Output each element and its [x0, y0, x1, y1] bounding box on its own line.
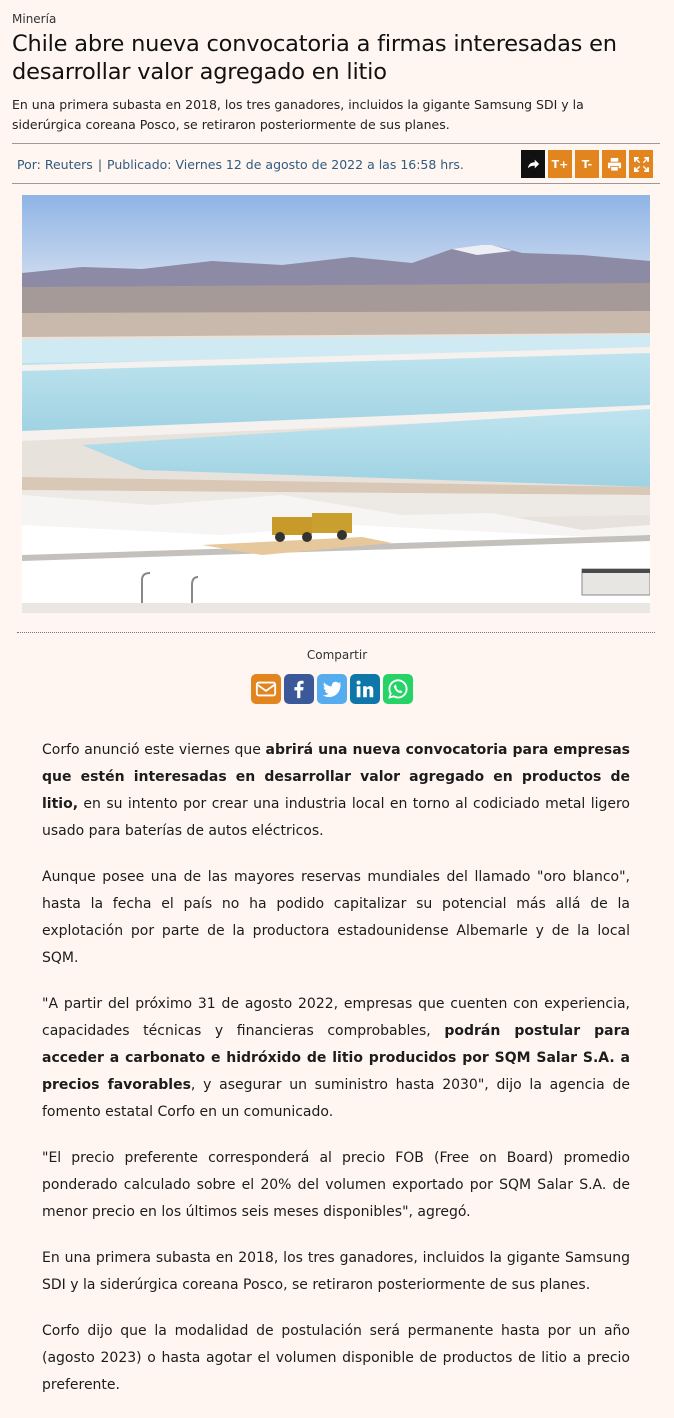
- article-lead: En una primera subasta en 2018, los tres ganadores, incluidos la gigante Samsung SDI y la siderúrgica coreana Posco, se retiraron posteriormente de sus planes.: [12, 97, 584, 132]
- body-text: , y asegurar un suministro hasta 2030", dijo la agencia de fomento estatal Corfo en un comunicado.: [42, 1077, 630, 1120]
- body-bold-text: abrirá una nueva convocatoria para empresas que estén interesadas en desarrollar valor agregado en productos de litio,: [42, 742, 630, 812]
- article-photo: [22, 195, 650, 613]
- expand-icon: [634, 157, 649, 172]
- body-text: en su intento por crear una industria local en torno al codiciado metal ligero usado para baterías de autos eléctricos.: [42, 796, 630, 839]
- section-label[interactable]: Minería: [12, 12, 57, 26]
- share-bar: [251, 674, 413, 704]
- fullscreen-button[interactable]: [629, 150, 653, 178]
- body-paragraph-1: [42, 737, 630, 845]
- divider-byline: [12, 183, 660, 184]
- share-arrow-button[interactable]: [521, 150, 545, 178]
- body-text: Corfo anunció este viernes que: [42, 742, 266, 758]
- article-headline: Chile abre nueva convocatoria a firmas interesadas en desarrollar valor agregado en litio: [12, 31, 617, 85]
- byline: [17, 157, 464, 172]
- divider-dotted: [17, 632, 655, 633]
- byline-separator: |: [97, 157, 103, 172]
- linkedin-icon: [354, 678, 376, 700]
- body-paragraph-3: [42, 991, 630, 1126]
- share-twitter-button[interactable]: [317, 674, 347, 704]
- divider-top: [12, 143, 660, 144]
- share-email-button[interactable]: [251, 674, 281, 704]
- share-arrow-icon: [526, 157, 540, 171]
- byline-date: Publicado: Viernes 12 de agosto de 2022 a las 16:58 hrs.: [107, 157, 464, 172]
- share-whatsapp-button[interactable]: [383, 674, 413, 704]
- byline-author[interactable]: Por: Reuters: [17, 157, 93, 172]
- facebook-icon: [288, 678, 310, 700]
- body-paragraph-2: Aunque posee una de las mayores reservas mundiales del llamado "oro blanco", hasta la fecha el país no ha podido capitalizar su potencial más allá de la explotación por parte de la productora estadounidense Albemarle y de la local SQM.: [42, 869, 630, 966]
- share-label: Compartir: [306, 648, 368, 662]
- text-decrease-button[interactable]: T-: [575, 150, 599, 178]
- article-body: [42, 737, 630, 1418]
- text-increase-button[interactable]: T+: [548, 150, 572, 178]
- body-text: "A partir del próximo 31 de agosto 2022, empresas que cuenten con experiencia, capacidades técnicas y financieras comprobables,: [42, 996, 630, 1039]
- twitter-icon: [321, 678, 343, 700]
- body-bold-text: podrán postular para acceder a carbonato e hidróxido de litio producidos por SQM Salar S.A. a precios favorables: [42, 1023, 630, 1093]
- body-paragraph-6: Corfo dijo que la modalidad de postulación será permanente hasta por un año (agosto 2023) o hasta agotar el volumen disponible de productos de litio a precio preferente.: [42, 1323, 630, 1393]
- whatsapp-icon: [387, 678, 409, 700]
- share-linkedin-button[interactable]: [350, 674, 380, 704]
- printer-icon: [607, 157, 622, 172]
- print-button[interactable]: [602, 150, 626, 178]
- share-facebook-button[interactable]: [284, 674, 314, 704]
- body-paragraph-5: En una primera subasta en 2018, los tres ganadores, incluidos la gigante Samsung SDI y la siderúrgica coreana Posco, se retiraron posteriormente de sus planes.: [42, 1250, 630, 1293]
- article-toolbar: [521, 150, 653, 178]
- email-icon: [255, 678, 277, 700]
- body-paragraph-4: "El precio preferente corresponderá al precio FOB (Free on Board) promedio ponderado calculado sobre el 20% del volumen exportado por SQM Salar S.A. de menor precio en los últimos seis meses disponibles", agregó.: [42, 1150, 630, 1220]
